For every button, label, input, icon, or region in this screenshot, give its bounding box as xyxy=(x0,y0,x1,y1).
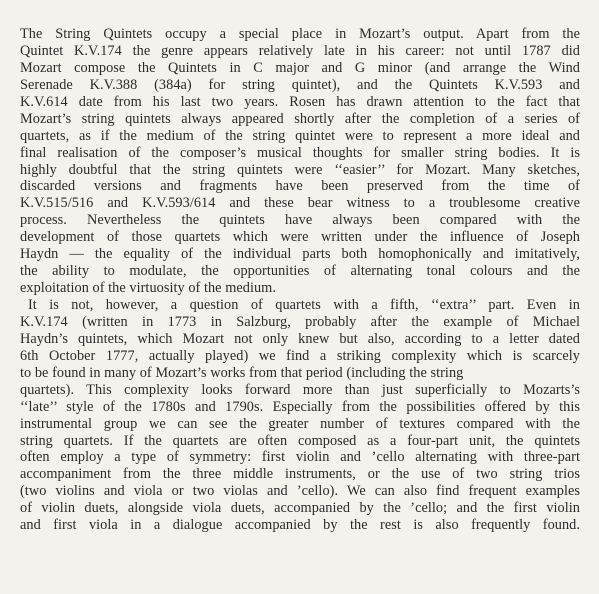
text-line: The String Quintets occupy a special place in Mozart’s output. Apart from the xyxy=(20,26,580,42)
text-line: the ability to modulate, the opportunities of alternating tonal colours and the xyxy=(20,263,580,280)
essay-text xyxy=(20,26,580,534)
text-line: final realisation of the composer’s musical thoughts for smaller string bodies. It is xyxy=(20,144,580,161)
text-line: Haydn’s quintets, which Mozart not only knew but also, according to a letter dated xyxy=(20,330,580,347)
text-line: 6th October 1777, actually played) we find a striking complexity which is scarcely xyxy=(20,347,580,364)
paragraph-1 xyxy=(20,26,580,297)
paragraph-2 xyxy=(20,297,580,534)
text-line: of violin duets, alongside viola duets, accompanied by the ’cello; and the first violin xyxy=(20,500,580,517)
text-line: Mozart compose the Quintets in C major and G minor (and arrange the Wind xyxy=(20,59,580,76)
text-line: often employ a type of symmetry: first violin and ’cello alternating with three-part xyxy=(20,449,580,466)
text-line: instrumental group we can see the greater number of textures compared with the xyxy=(20,415,580,432)
text-line: development of those quartets which were written under the influence of Joseph xyxy=(20,229,580,246)
text-line: K.V.614 date from his last two years. Rosen has drawn attention to the fact that xyxy=(20,93,580,110)
text-line: It is not, however, a question of quartets with a fifth, ‘‘extra’’ part. Even in xyxy=(28,297,580,313)
text-line: Haydn — the equality of the individual parts both homophonically and imitatively, xyxy=(20,246,580,263)
text-line: to be found in many of Mozart’s works from that period (including the string xyxy=(20,364,464,381)
text-line: ‘‘late’’ style of the 1780s and 1790s. Especially from the possibilities offered by this xyxy=(20,398,580,415)
text-line: K.V.515/516 and K.V.593/614 and these bear witness to a troublesome creative xyxy=(20,195,580,212)
text-line: process. Nevertheless the quintets have always been compared with the xyxy=(20,212,580,229)
text-line: Quintet K.V.174 the genre appears relatively late in his career: not until 1787 did xyxy=(20,42,580,59)
text-line: quartets, as if the medium of the string quintet were to represent a more ideal and xyxy=(20,127,580,144)
text-line: accompaniment from the three middle instruments, or the use of two string trios xyxy=(20,466,580,483)
text-line: (two violins and viola or two violas and ’cello). We can also find frequent examples xyxy=(20,483,580,500)
text-line: quartets). This complexity looks forward more than just superficially to Mozarts’s xyxy=(20,381,580,398)
text-line: highly doubtful that the string quintets were ‘‘easier’’ for Mozart. Many sketches, xyxy=(20,161,580,178)
text-line: discarded versions and fragments have been preserved from the time of xyxy=(20,178,580,195)
text-line: Serenade K.V.388 (384a) for string quintet), and the Quintets K.V.593 and xyxy=(20,76,580,93)
text-line: K.V.174 (written in 1773 in Salzburg, probably after the example of Michael xyxy=(20,313,580,330)
text-line: Mozart’s string quintets always appeared shortly after the completion of a series of xyxy=(20,110,580,127)
text-line: exploitation of the virtuosity of the medium. xyxy=(20,280,276,297)
text-line: and first viola in a dialogue accompanied by the rest is also frequently found. xyxy=(20,517,580,534)
text-line: string quartets. If the quartets are often composed as a four-part unit, the quintets xyxy=(20,432,580,449)
